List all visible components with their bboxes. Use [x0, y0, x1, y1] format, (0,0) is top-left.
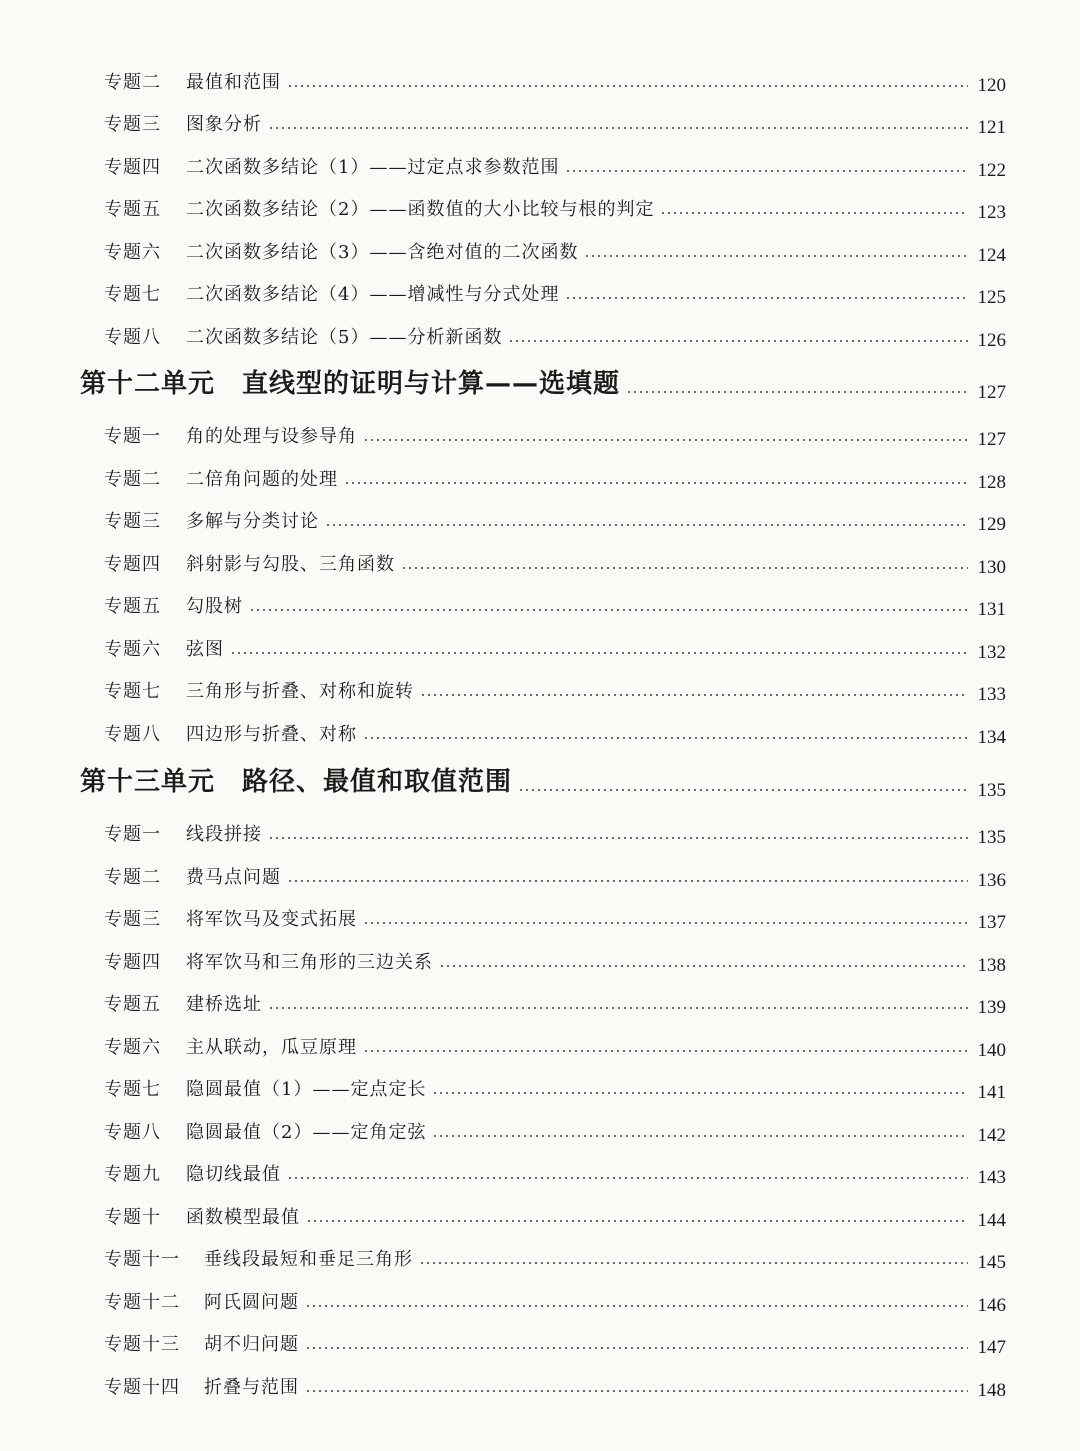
topic-label: 专题七 [104, 1079, 161, 1100]
toc-topic-row[interactable] [104, 1110, 1006, 1144]
page-number: 133 [977, 684, 1006, 705]
topic-title: 最值和范围 [186, 72, 281, 93]
toc-topic-row[interactable] [104, 414, 1006, 448]
toc-unit-row[interactable] [80, 758, 1006, 801]
toc-topic-row[interactable] [104, 712, 1006, 746]
dot-leader [305, 1390, 968, 1392]
topic-label: 专题八 [104, 1122, 161, 1143]
topic-label: 专题六 [104, 1037, 161, 1058]
topic-label: 专题五 [104, 596, 161, 617]
toc-topic-row[interactable] [104, 1280, 1006, 1314]
topic-title: 隐圆最值（1）——定点定长 [186, 1079, 427, 1100]
page-number: 144 [977, 1210, 1006, 1231]
topic-title: 函数模型最值 [186, 1207, 300, 1228]
toc-topic-row[interactable] [104, 1152, 1006, 1186]
page-number: 129 [977, 514, 1006, 535]
toc-topic-row[interactable] [104, 669, 1006, 703]
dot-leader [287, 880, 968, 882]
toc-topic-row[interactable] [104, 60, 1006, 94]
toc-unit-row[interactable] [80, 360, 1006, 403]
topic-label: 专题三 [104, 909, 161, 930]
toc-topic-row[interactable] [104, 187, 1006, 221]
topic-title: 弦图 [186, 639, 224, 660]
page-number: 128 [977, 472, 1006, 493]
topic-title: 二次函数多结论（2）——函数值的大小比较与根的判定 [186, 199, 655, 220]
dot-leader [344, 482, 968, 484]
topic-label: 专题八 [104, 724, 161, 745]
topic-label: 专题十四 [104, 1377, 180, 1398]
page-number: 143 [977, 1167, 1006, 1188]
dot-leader [305, 1347, 968, 1349]
topic-title: 将军饮马及变式拓展 [186, 909, 357, 930]
topic-title: 斜射影与勾股、三角函数 [186, 554, 395, 575]
toc-topic-row[interactable] [104, 315, 1006, 349]
topic-label: 专题六 [104, 242, 161, 263]
topic-title: 图象分析 [186, 114, 262, 135]
unit-title: 直线型的证明与计算——选填题 [242, 369, 621, 399]
topic-title: 多解与分类讨论 [186, 511, 319, 532]
topic-label: 专题五 [104, 199, 161, 220]
topic-title: 费马点问题 [186, 867, 281, 888]
toc-topic-row[interactable] [104, 855, 1006, 889]
toc-topic-row[interactable] [104, 1365, 1006, 1399]
unit-title: 路径、最值和取值范围 [242, 767, 513, 797]
toc-topic-row[interactable] [104, 627, 1006, 661]
dot-leader [306, 1220, 968, 1222]
toc-topic-row[interactable] [104, 1195, 1006, 1229]
dot-leader [363, 439, 968, 441]
dot-leader [508, 340, 968, 342]
dot-leader [268, 837, 968, 839]
topic-label: 专题五 [104, 994, 161, 1015]
topic-title: 四边形与折叠、对称 [186, 724, 357, 745]
dot-leader [518, 789, 968, 791]
page-number: 124 [977, 245, 1006, 266]
topic-label: 专题十 [104, 1207, 161, 1228]
topic-label: 专题一 [104, 426, 161, 447]
page-number: 142 [977, 1125, 1006, 1146]
dot-leader [626, 391, 968, 393]
toc-topic-row[interactable] [104, 145, 1006, 179]
topic-title: 角的处理与设参导角 [186, 426, 357, 447]
dot-leader [432, 1135, 968, 1137]
topic-title: 垂线段最短和垂足三角形 [204, 1249, 413, 1270]
dot-leader [439, 965, 968, 967]
toc-topic-row[interactable] [104, 1322, 1006, 1356]
topic-label: 专题十二 [104, 1292, 180, 1313]
dot-leader [565, 297, 968, 299]
dot-leader [401, 567, 968, 569]
dot-leader [419, 1262, 968, 1264]
topic-label: 专题八 [104, 327, 161, 348]
dot-leader [432, 1092, 968, 1094]
topic-label: 专题四 [104, 554, 161, 575]
topic-title: 隐圆最值（2）——定角定弦 [186, 1122, 427, 1143]
page-number: 135 [977, 780, 1006, 801]
page-number: 138 [977, 955, 1006, 976]
topic-label: 专题二 [104, 72, 161, 93]
topic-label: 专题七 [104, 681, 161, 702]
dot-leader [584, 255, 968, 257]
toc-topic-row[interactable] [104, 542, 1006, 576]
page-number: 126 [977, 330, 1006, 351]
page-number: 140 [977, 1040, 1006, 1061]
dot-leader [325, 524, 968, 526]
toc-topic-row[interactable] [104, 499, 1006, 533]
topic-title: 将军饮马和三角形的三边关系 [186, 952, 433, 973]
dot-leader [363, 737, 968, 739]
page-number: 147 [977, 1337, 1006, 1358]
toc-topic-row[interactable] [104, 1025, 1006, 1059]
dot-leader [287, 1177, 968, 1179]
topic-label: 专题十一 [104, 1249, 180, 1270]
topic-label: 专题四 [104, 952, 161, 973]
page-number: 127 [977, 429, 1006, 450]
topic-label: 专题二 [104, 867, 161, 888]
topic-title: 三角形与折叠、对称和旋转 [186, 681, 414, 702]
topic-title: 线段拼接 [186, 824, 262, 845]
topic-title: 二次函数多结论（4）——增减性与分式处理 [186, 284, 560, 305]
topic-title: 勾股树 [186, 596, 243, 617]
page-number: 136 [977, 870, 1006, 891]
topic-label: 专题七 [104, 284, 161, 305]
dot-leader [268, 127, 968, 129]
page-number: 127 [977, 382, 1006, 403]
toc-topic-row[interactable] [104, 812, 1006, 846]
page-number: 132 [977, 642, 1006, 663]
page-number: 131 [977, 599, 1006, 620]
page-number: 137 [977, 912, 1006, 933]
page-number: 120 [977, 75, 1006, 96]
topic-label: 专题四 [104, 157, 161, 178]
topic-label: 专题六 [104, 639, 161, 660]
topic-title: 二次函数多结论（3）——含绝对值的二次函数 [186, 242, 579, 263]
page-number: 148 [977, 1380, 1006, 1401]
topic-title: 隐切线最值 [186, 1164, 281, 1185]
dot-leader [363, 1050, 968, 1052]
unit-label: 第十二单元 [80, 369, 216, 399]
topic-title: 建桥选址 [186, 994, 262, 1015]
topic-title: 胡不归问题 [204, 1334, 299, 1355]
topic-title: 阿氏圆问题 [204, 1292, 299, 1313]
topic-title: 二次函数多结论（1）——过定点求参数范围 [186, 157, 560, 178]
page-number: 141 [977, 1082, 1006, 1103]
toc-topic-row[interactable] [104, 1237, 1006, 1271]
topic-label: 专题三 [104, 511, 161, 532]
dot-leader [420, 694, 968, 696]
dot-leader [287, 85, 968, 87]
dot-leader [565, 170, 968, 172]
page-number: 146 [977, 1295, 1006, 1316]
page-number: 123 [977, 202, 1006, 223]
page-number: 139 [977, 997, 1006, 1018]
topic-title: 二次函数多结论（5）——分析新函数 [186, 327, 503, 348]
toc-topic-row[interactable] [104, 1067, 1006, 1101]
toc-topic-row[interactable] [104, 230, 1006, 264]
page-number: 121 [977, 117, 1006, 138]
toc-topic-row[interactable] [104, 897, 1006, 931]
toc-topic-row[interactable] [104, 982, 1006, 1016]
page-number: 122 [977, 160, 1006, 181]
dot-leader [305, 1305, 968, 1307]
toc-topic-row[interactable] [104, 457, 1006, 491]
dot-leader [363, 922, 968, 924]
dot-leader [249, 609, 968, 611]
topic-title: 折叠与范围 [204, 1377, 299, 1398]
dot-leader [230, 652, 968, 654]
topic-label: 专题十三 [104, 1334, 180, 1355]
unit-label: 第十三单元 [80, 767, 216, 797]
topic-title: 二倍角问题的处理 [186, 469, 338, 490]
page-number: 135 [977, 827, 1006, 848]
toc-topic-row[interactable] [104, 272, 1006, 306]
dot-leader [660, 212, 968, 214]
toc-topic-row[interactable] [104, 584, 1006, 618]
toc-topic-row[interactable] [104, 940, 1006, 974]
topic-title: 主从联动，瓜豆原理 [186, 1037, 357, 1058]
page-number: 145 [977, 1252, 1006, 1273]
topic-label: 专题三 [104, 114, 161, 135]
page-number: 130 [977, 557, 1006, 578]
page-number: 134 [977, 727, 1006, 748]
toc-topic-row[interactable] [104, 102, 1006, 136]
page-number: 125 [977, 287, 1006, 308]
topic-label: 专题九 [104, 1164, 161, 1185]
topic-label: 专题二 [104, 469, 161, 490]
topic-label: 专题一 [104, 824, 161, 845]
dot-leader [268, 1007, 968, 1009]
